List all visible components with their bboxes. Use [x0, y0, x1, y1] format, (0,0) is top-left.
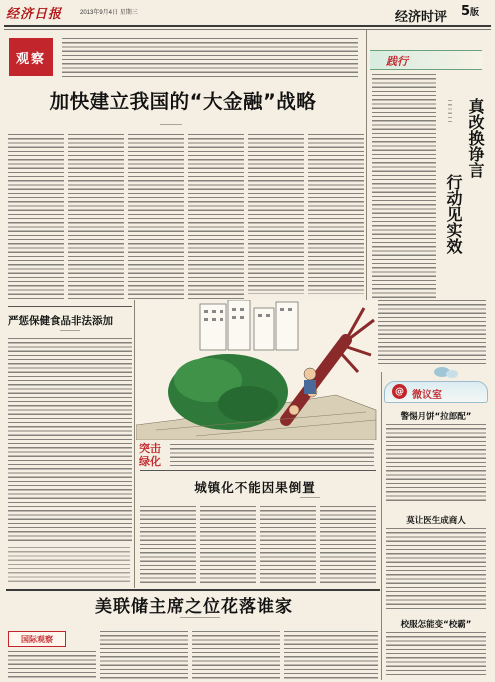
food-safety-body: [8, 338, 132, 543]
fed-top-rule: [6, 589, 380, 591]
fed-column-1: [8, 651, 96, 679]
main-headline: 加快建立我国的“大金融”战略: [49, 90, 317, 113]
at-icon: @: [392, 384, 407, 399]
page-number-suffix: 版: [470, 8, 480, 18]
main-article-column-2: [68, 134, 124, 300]
right-column-headline-2: 行动见实效: [444, 174, 463, 254]
header-rule-thin: [4, 29, 491, 30]
urban-column-3: [260, 506, 316, 586]
section-name: 经济时评: [395, 10, 448, 25]
right-column-byline: [448, 100, 452, 122]
main-article-column-3: [128, 134, 184, 300]
main-byline: [160, 124, 182, 128]
urban-column-4: [320, 506, 376, 586]
main-article-column-4: [188, 134, 244, 300]
forum-item-body: [386, 632, 486, 678]
food-top-rule: [8, 306, 132, 307]
cartoon-title: 突击绿化: [139, 442, 161, 468]
fed-headline: 美联储主席之位花落谁家: [95, 597, 293, 617]
column-banner-text: 践行: [386, 55, 408, 68]
urbanization-headline: 城镇化不能因果倒置: [194, 480, 316, 495]
fed-column-2: [100, 631, 188, 679]
contact-box: [8, 547, 130, 585]
forum-item-body: [386, 424, 486, 504]
urban-column-2: [200, 506, 256, 586]
cartoon-caption: [170, 444, 374, 466]
forum-item-headline: 校服怎能变“校霸”: [400, 620, 472, 630]
right-column-headline-1: 真改换诤言: [466, 98, 485, 178]
main-article-column-5: [248, 134, 304, 294]
newspaper-masthead: 经济日报: [6, 7, 63, 22]
urbanization-byline: [300, 497, 320, 501]
fed-column-4: [284, 631, 378, 679]
right-column-text-1: [372, 74, 436, 300]
food-safety-headline: 严惩保健食品非法添加: [8, 315, 113, 327]
fed-byline: [180, 617, 220, 621]
cartoon-illustration: [136, 300, 378, 440]
forum-item-headline: 警惕月饼“拉郎配”: [400, 412, 472, 422]
forum-item-body: [386, 528, 486, 610]
food-safety-byline: [60, 330, 80, 334]
fed-column-3: [192, 631, 280, 679]
intro-paragraph: [62, 38, 358, 78]
forum-title: 微议室: [412, 390, 442, 401]
international-observe-badge: 国际观察: [8, 631, 66, 647]
main-article-column-1: [8, 134, 64, 300]
page-number: [452, 4, 488, 22]
speech-bubble-icon: [432, 366, 460, 380]
urban-column-1: [140, 506, 196, 586]
issue-date: 2013年9月4日 星期三: [80, 10, 138, 16]
header-rule: [4, 25, 491, 27]
right-column-text-2: [372, 300, 486, 366]
urban-top-rule: [140, 470, 376, 471]
page-number-value: 5: [460, 4, 471, 19]
main-article-column-6: [308, 134, 364, 294]
food-divider: [134, 300, 135, 588]
forum-divider: [381, 372, 382, 680]
observe-badge: 观察: [9, 38, 53, 76]
forum-item-headline: 莫让医生成商人: [406, 516, 466, 526]
